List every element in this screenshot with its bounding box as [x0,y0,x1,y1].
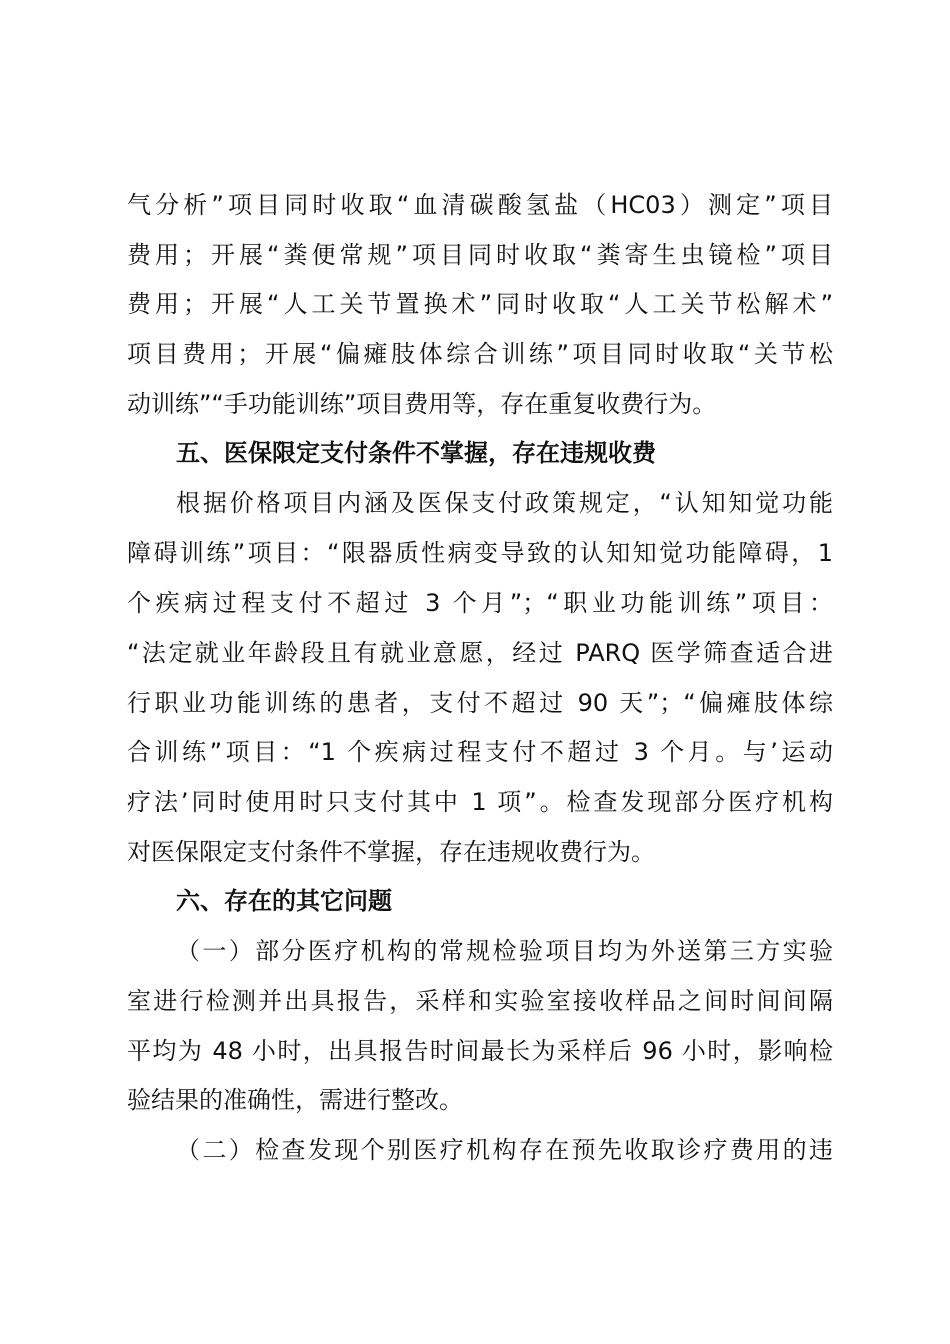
paragraph-first-line: （二）检查发现个别医疗机构存在预先收取诊疗费用的违 [176,1136,833,1164]
section-heading-6: 六、存在的其它问题 [176,887,392,915]
body-text-line: 疗法’同时使用时只支付其中 1 项”。检查发现部分医疗机构 [127,788,833,816]
body-text-line: 动训练”“手功能训练”项目费用等，存在重复收费行为。 [127,390,717,418]
body-text-line: 障碍训练”项目：“限器质性病变导致的认知知觉功能障碍，1 [127,539,833,567]
body-text-line: “法定就业年龄段且有就业意愿，经过 PARQ 医学筛查适合进 [127,639,833,667]
body-text-line: 项目费用；开展“偏瘫肢体综合训练”项目同时收取“关节松 [127,340,833,368]
paragraph-first-line: （一）部分医疗机构的常规检验项目均为外送第三方实验 [176,937,833,965]
body-text-line: 平均为 48 小时，出具报告时间最长为采样后 96 小时，影响检 [127,1037,833,1065]
body-text-line: 对医保限定支付条件不掌握，存在违规收费行为。 [127,838,655,866]
body-text-line: 费用；开展“人工关节置换术”同时收取“人工关节松解术” [127,290,833,318]
section-heading-5: 五、医保限定支付条件不掌握，存在违规收费 [176,439,656,467]
body-text-line: 验结果的准确性，需进行整改。 [127,1086,463,1114]
body-text-line: 费用；开展“粪便常规”项目同时收取“粪寄生虫镜检”项目 [127,241,833,269]
body-text-line: 行职业功能训练的患者，支付不超过 90 天”；“偏瘫肢体综 [127,689,833,717]
body-text-line: 个疾病过程支付不超过 3 个月”；“职业功能训练”项目： [127,589,833,617]
paragraph-first-line: 根据价格项目内涵及医保支付政策规定，“认知知觉功能 [176,489,833,517]
body-text-line: 室进行检测并出具报告，采样和实验室接收样品之间时间间隔 [127,987,833,1015]
body-text-line: 气分析”项目同时收取“血清碳酸氢盐（HC03）测定”项目 [127,191,833,219]
body-text-line: 合训练”项目：“1 个疾病过程支付不超过 3 个月。与’运动 [127,738,833,766]
